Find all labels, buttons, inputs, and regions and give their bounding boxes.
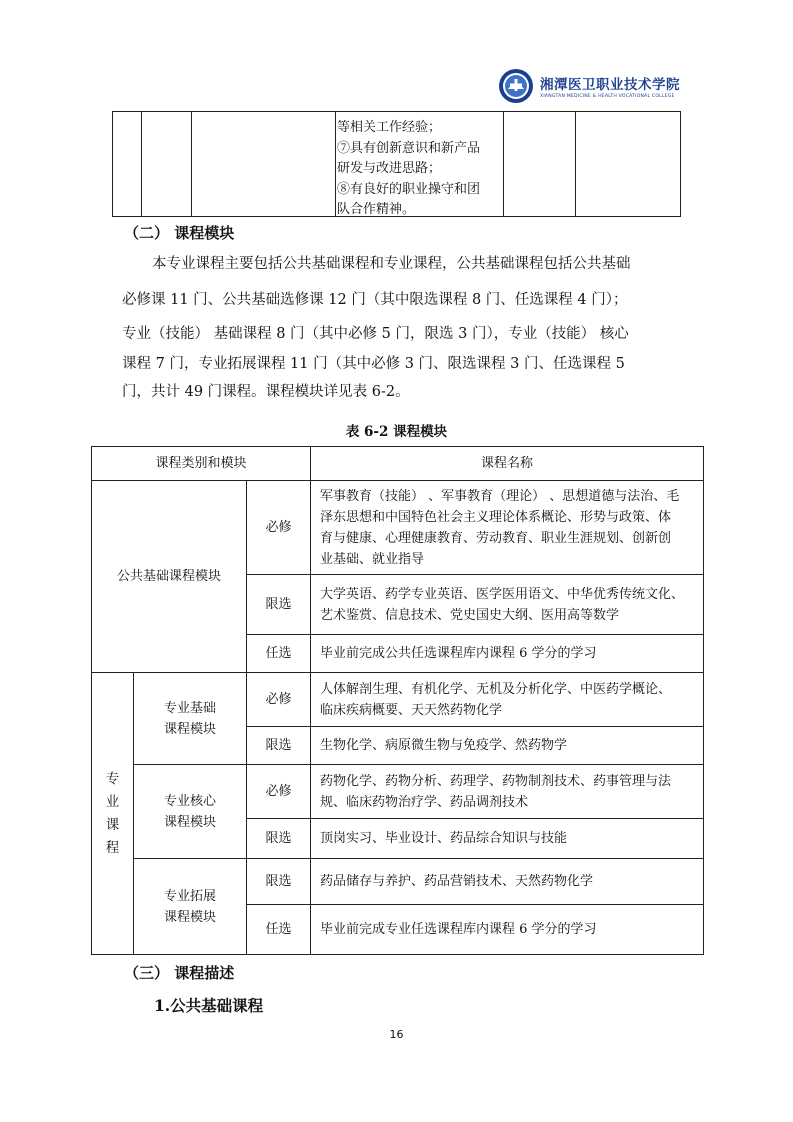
continuation-cell	[337, 118, 499, 221]
header-category: 课程类别和模块	[92, 447, 311, 481]
course-line: 育与健康、心理健康教育、劳动教育、职业生涯规划、创新创	[320, 530, 672, 546]
major-core-module	[134, 765, 247, 859]
section-heading-description: （三） 课程描述	[124, 964, 235, 982]
course-list	[311, 481, 704, 575]
continuation-line: ⑧有良好的职业操守和团	[337, 181, 481, 197]
continuation-line: 等相关工作经验；	[337, 120, 442, 135]
table-row	[92, 481, 704, 575]
course-type: 必修	[247, 673, 311, 727]
course-list	[311, 673, 704, 727]
course-list	[311, 575, 704, 635]
continuation-line: 研发与改进思路；	[337, 161, 442, 176]
course-line: 顶岗实习、毕业设计、药品综合知识与技能	[320, 831, 568, 846]
module-name-line: 课程模块	[163, 721, 216, 737]
paragraph-line: 本专业课程主要包括公共基础课程和专业课程，公共基础课程包括公共基础	[152, 256, 631, 272]
course-type: 限选	[247, 727, 311, 765]
group-char: 课	[105, 816, 120, 833]
course-type: 任选	[247, 905, 311, 955]
course-line: 临床疾病概要、天天然药物化学	[320, 702, 503, 718]
course-type: 任选	[247, 635, 311, 673]
course-line: 人体解剖生理、有机化学、无机及分析化学、中医药学概论、	[320, 681, 672, 697]
course-type: 限选	[247, 859, 311, 905]
course-list	[311, 905, 704, 955]
course-line: 军事教育（技能） 、军事教育（理论） 、思想道德与法治、毛	[320, 488, 680, 504]
course-line: 大学英语、药学专业英语、医学医用语文、中华优秀传统文化、	[320, 586, 685, 602]
group-char: 业	[105, 793, 120, 810]
course-list	[311, 765, 704, 819]
course-line: 药物化学、药物分析、药理学、药物制剂技术、药事管理与法	[320, 773, 672, 789]
table-row	[92, 765, 704, 819]
subheading-public-courses: 1.公共基础课程	[154, 996, 264, 1015]
module-name-line: 专业核心	[163, 793, 216, 809]
paragraph-line: 课程 7 门，专业拓展课程 11 门（其中必修 3 门、限选课程 3 门、任选课程 5	[122, 356, 625, 372]
group-char: 程	[105, 839, 120, 856]
course-line: 业基础、就业指导	[320, 551, 425, 567]
college-seal-icon	[498, 68, 534, 104]
table-row	[92, 859, 704, 905]
section-heading-modules: （二） 课程模块	[124, 224, 235, 242]
paragraph-line: 专业（技能） 基础课程 8 门（其中必修 5 门，限选 3 门），专业（技能） 核心	[122, 326, 629, 342]
group-char: 专	[105, 770, 120, 787]
course-line: 毕业前完成公共任选课程库内课程 6 学分的学习	[320, 646, 597, 661]
course-type: 必修	[247, 765, 311, 819]
paragraph-line: 门，共计 49 门课程。课程模块详见表 6-2。	[122, 384, 410, 400]
header-course-name: 课程名称	[311, 447, 704, 481]
school-name-en: XIANGTAN MEDICINE & HEALTH VOCATIONAL COLLEGE	[540, 94, 675, 99]
school-name-cn: 湘潭医卫职业技术学院	[540, 77, 680, 93]
major-course-group	[92, 673, 134, 955]
paragraph-line: 必修课 11 门、公共基础选修课 12 门（其中限选课程 8 门、任选课程 4 门）；	[122, 292, 628, 308]
continuation-line: 队合作精神。	[337, 202, 416, 217]
course-module-table	[91, 446, 704, 955]
course-type: 限选	[247, 575, 311, 635]
course-line: 规、临床药物治疗学、药品调剂技术	[320, 794, 529, 810]
module-name-line: 专业拓展	[163, 888, 216, 904]
module-name-line: 专业基础	[163, 700, 216, 716]
course-list	[311, 819, 704, 859]
public-basic-module: 公共基础课程模块	[92, 481, 247, 673]
major-basic-module	[134, 673, 247, 765]
module-name-line: 课程模块	[163, 814, 216, 830]
college-logo	[498, 66, 708, 106]
page-number: 16	[389, 1028, 404, 1041]
major-extension-module	[134, 859, 247, 955]
course-type: 必修	[247, 481, 311, 575]
table-caption: 表 6-2 课程模块	[345, 424, 448, 440]
course-type: 限选	[247, 819, 311, 859]
table-row	[92, 673, 704, 727]
course-line: 泽东思想和中国特色社会主义理论体系概论、形势与政策、体	[320, 509, 672, 525]
continuation-line: ⑦具有创新意识和新产品	[337, 140, 481, 156]
course-line: 毕业前完成专业任选课程库内课程 6 学分的学习	[320, 922, 597, 937]
course-line: 生物化学、病原微生物与免疫学、然药物学	[320, 738, 568, 753]
module-name-line: 课程模块	[163, 909, 216, 925]
table-header-row	[92, 447, 704, 481]
course-list	[311, 859, 704, 905]
course-list	[311, 635, 704, 673]
course-line: 艺术鉴赏、信息技术、党史国史大纲、医用高等数学	[320, 607, 620, 623]
course-line: 药品储存与养护、药品营销技术、天然药物化学	[320, 874, 594, 889]
course-list	[311, 727, 704, 765]
modules-paragraph	[122, 250, 682, 410]
